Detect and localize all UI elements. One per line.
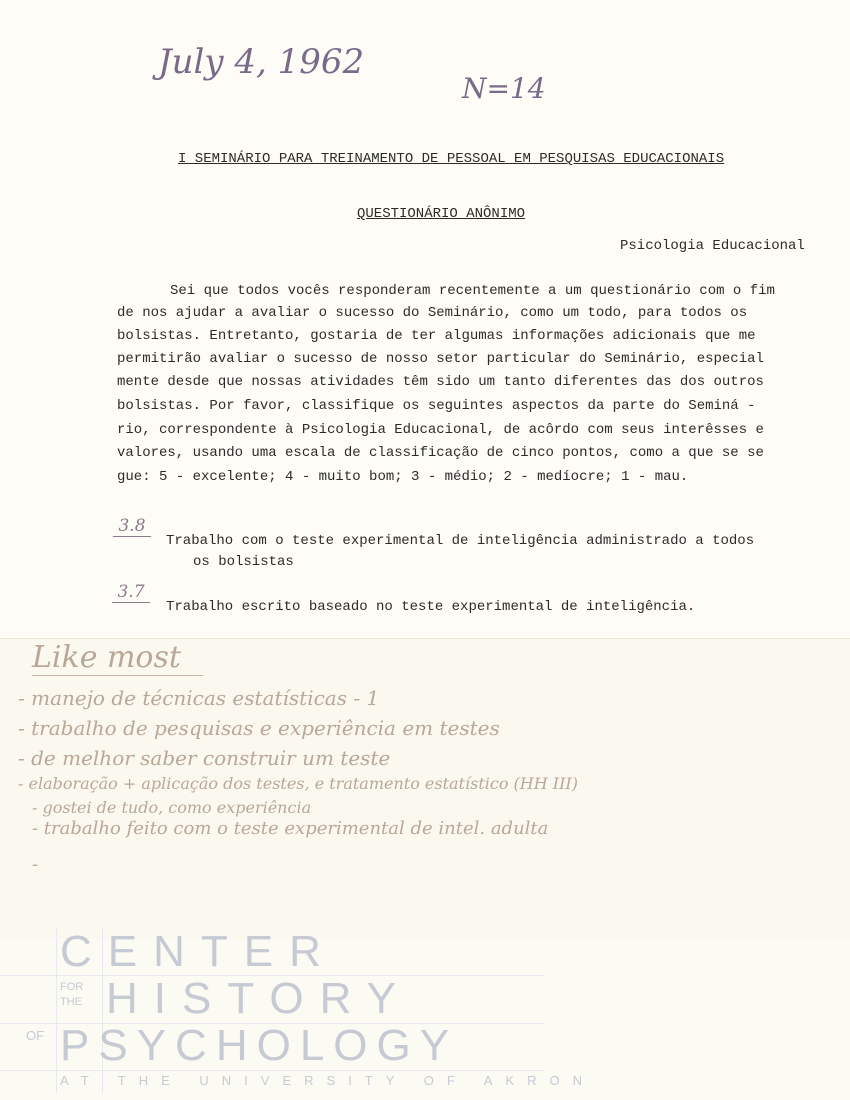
body-line: permitirão avaliar o sucesso de nosso setor particular do Seminário, especial [117,351,764,367]
body-line: bolsistas. Entretanto, gostaria de ter algumas informações adicionais que me [117,328,756,344]
handwritten-count: N=14 [462,72,546,105]
body-line: Sei que todos vocês responderam recentemente a um questionário com o fim [170,283,775,299]
body-line: rio, correspondente à Psicologia Educacional, de acôrdo com seus interêsses e [117,422,764,438]
document-title: I SEMINÁRIO PARA TREINAMENTO DE PESSOAL EM PESQUISAS EDUCACIONAIS [178,151,725,167]
watermark-rule [56,928,57,1093]
item-score: 3.7 [112,582,150,603]
watermark-rule [0,1070,545,1071]
notes-heading: Like most [32,640,203,676]
watermark-of: OF [26,1028,45,1043]
note-line: - elaboração + aplicação dos testes, e tratamento estatístico (HH III) [18,774,578,793]
watermark-center: CENTER [60,927,337,976]
note-line: - trabalho feito com o teste experimental de intel. adulta [32,818,549,839]
body-line: bolsistas. Por favor, classifique os seguintes aspectos da parte do Seminá - [117,398,756,414]
body-line: de nos ajudar a avaliar o sucesso do Seminário, como um todo, para todos os [117,305,748,321]
department-label: Psicologia Educacional [620,238,805,254]
watermark-the: THE [60,996,82,1008]
watermark-history: HISTORY [106,974,412,1023]
watermark-for: FOR [60,981,84,993]
item-text: os bolsistas [193,554,294,570]
handwritten-date: July 4, 1962 [158,42,365,82]
item-text: Trabalho com o teste experimental de inteligência administrado a todos [166,533,755,549]
body-line: mente desde que nossas atividades têm sido um tanto diferentes das dos outros [117,374,764,390]
document-subtitle: QUESTIONÁRIO ANÔNIMO [357,206,526,222]
body-line: valores, usando uma escala de classificação de cinco pontos, como a que se se [117,445,764,461]
note-line: - de melhor saber construir um teste [18,746,391,770]
note-line: - gostei de tudo, como experiência [32,798,312,817]
watermark-university: AT THE UNIVERSITY OF AKRON [60,1073,595,1088]
note-line: - trabalho de pesquisas e experiência em testes [18,716,500,740]
body-line: gue: 5 - excelente; 4 - muito bom; 3 - médio; 2 - medíocre; 1 - mau. [117,469,689,485]
item-score: 3.8 [113,516,151,537]
watermark-psychology: PSYCHOLOGY [60,1021,459,1070]
note-line: - [32,854,39,875]
item-text: Trabalho escrito baseado no teste experimental de inteligência. [166,599,696,615]
note-line: - manejo de técnicas estatísticas - 1 [18,686,380,710]
